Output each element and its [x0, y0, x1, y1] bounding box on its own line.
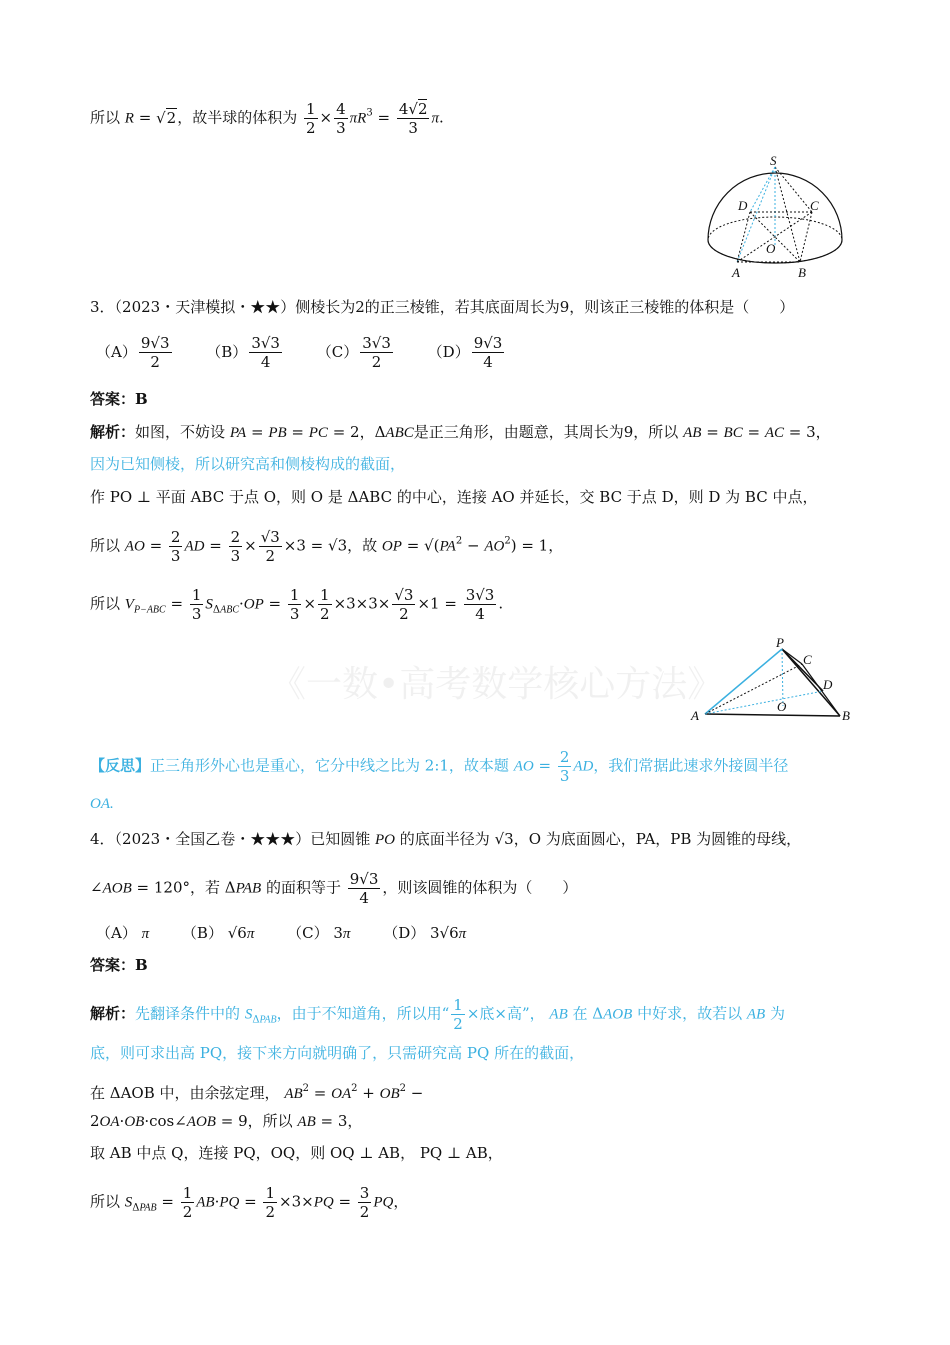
- q3-options: [96, 334, 534, 371]
- svg-text:C: C: [810, 198, 819, 213]
- q3-answer: 答案：B: [90, 390, 148, 408]
- q4-option-d[interactable]: （D） 3√6π: [383, 924, 467, 942]
- q3-analysis-5: 所以 $V_{P-ABC}$ = $\frac{1}{3}$ $S_{\Delta ABC}\cdot OP$ = $\frac{1}{3}$ × $\frac{1}{2}$ ×3×3× $\frac{√3}{2}$ ×1 = $\frac{3√3}{4}$ .: [90, 586, 504, 623]
- q3-reflection: 【反思】正三角形外心也是重心，它分中线之比为 2:1，故本题 AO = $\frac{2}{3}$ AD，我们常据此速求外接圆半径: [90, 748, 789, 785]
- q3-analysis-1: 解析：如图，不妨设 PA = PB = PC = 2，ΔABC是正三角形，由题意，其周长为9，所以 AB = BC = AC = 3，: [90, 423, 831, 441]
- svg-text:A: A: [732, 265, 740, 280]
- svg-text:B: B: [842, 708, 850, 723]
- hemisphere-figure: [700, 150, 850, 285]
- watermark: 《一数•高考数学核心方法》: [270, 664, 724, 705]
- q4-header: 4．（2023・全国乙卷・★★★）已知圆锥 PO 的底面半径为 √3，O 为底面圆心，PA，PB 为圆锥的母线，: [90, 830, 802, 848]
- svg-text:C: C: [803, 652, 812, 667]
- pyramid-figure: [685, 636, 865, 731]
- q4-option-b[interactable]: （B） √6π: [181, 924, 255, 942]
- svg-text:S: S: [770, 153, 777, 168]
- q3-reflection-2: OA.: [90, 796, 114, 812]
- q3-analysis-2: 因为已知侧棱，所以研究高和侧棱构成的截面，: [90, 455, 406, 473]
- q3-analysis-3: 作 PO ⊥ 平面 ABC 于点 O，则 O 是 ΔABC 的中心，连接 AO 并延长，交 BC 于点 D，则 D 为 BC 中点，: [90, 488, 818, 506]
- hemisphere-volume-line: 所以 R = √2，故半球的体积为 $\frac{1}{2}$ × $\frac{4}{3}$ $\pi R^3$ = $\frac{4√2}{3}$ π.: [90, 100, 444, 137]
- q4-option-a[interactable]: （A） π: [96, 924, 150, 942]
- q4-analysis-3: 在 ΔAOB 中，由余弦定理， $AB^2 = OA^2 + OB^2$ −: [90, 1083, 424, 1102]
- q3-option-b[interactable]: （B） $\frac{3√3}{4}$: [206, 334, 280, 371]
- q4-answer: 答案：B: [90, 956, 148, 974]
- q4-options: [96, 922, 494, 945]
- q4-analysis-6: 所以 $S_{\Delta PAB}$ = $\frac{1}{2}$ AB·PQ = $\frac{1}{2}$ ×3×PQ = $\frac{3}{2}$ PQ，: [90, 1184, 409, 1221]
- svg-text:D: D: [738, 198, 748, 213]
- q4-option-c[interactable]: （C） 3π: [287, 924, 351, 942]
- q4-analysis-5: 取 AB 中点 Q，连接 PQ，OQ，则 OQ ⊥ AB， PQ ⊥ AB，: [90, 1144, 503, 1162]
- svg-text:P: P: [776, 636, 784, 650]
- svg-text:O: O: [766, 241, 776, 256]
- q3-header: 3．（2023・天津模拟・★★）侧棱长为2的正三棱锥，若其底面周长为9，则该正三棱锥的体积是（ ）: [90, 298, 795, 316]
- q4-header-2: ∠AOB = 120°，若 ΔPAB 的面积等于 $\frac{9√3}{4}$ ，则该圆锥的体积为（ ）: [90, 870, 578, 907]
- q3-analysis-4: 所以 AO = $\frac{2}{3}$ AD = $\frac{2}{3}$ × $\frac{√3}{2}$ ×3 = √3，故 OP = $√(PA^2 - AO^2) = 1$，: [90, 528, 564, 565]
- q3-option-d[interactable]: （D） $\frac{9√3}{4}$: [427, 334, 503, 371]
- q4-analysis-2: 底，则可求出高 PQ，接下来方向就明确了，只需研究高 PQ 所在的截面，: [90, 1044, 585, 1062]
- q3-option-c[interactable]: （C） $\frac{3√3}{2}$: [316, 334, 391, 371]
- q4-analysis-1: 解析：先翻译条件中的 $S_{\Delta PAB}$，由于不知道角，所以用“ $\frac{1}{2}$ ×底×高”， AB 在 ΔAOB 中好求，故若以 AB 为: [90, 996, 786, 1033]
- svg-text:O: O: [777, 699, 787, 714]
- svg-text:A: A: [691, 708, 699, 723]
- svg-text:D: D: [823, 677, 833, 692]
- svg-text:B: B: [798, 265, 806, 280]
- q3-option-a[interactable]: （A） $\frac{9√3}{2}$: [96, 334, 170, 371]
- q4-analysis-4: 2OA·OB·cos∠AOB = 9，所以 AB = 3，: [90, 1112, 363, 1130]
